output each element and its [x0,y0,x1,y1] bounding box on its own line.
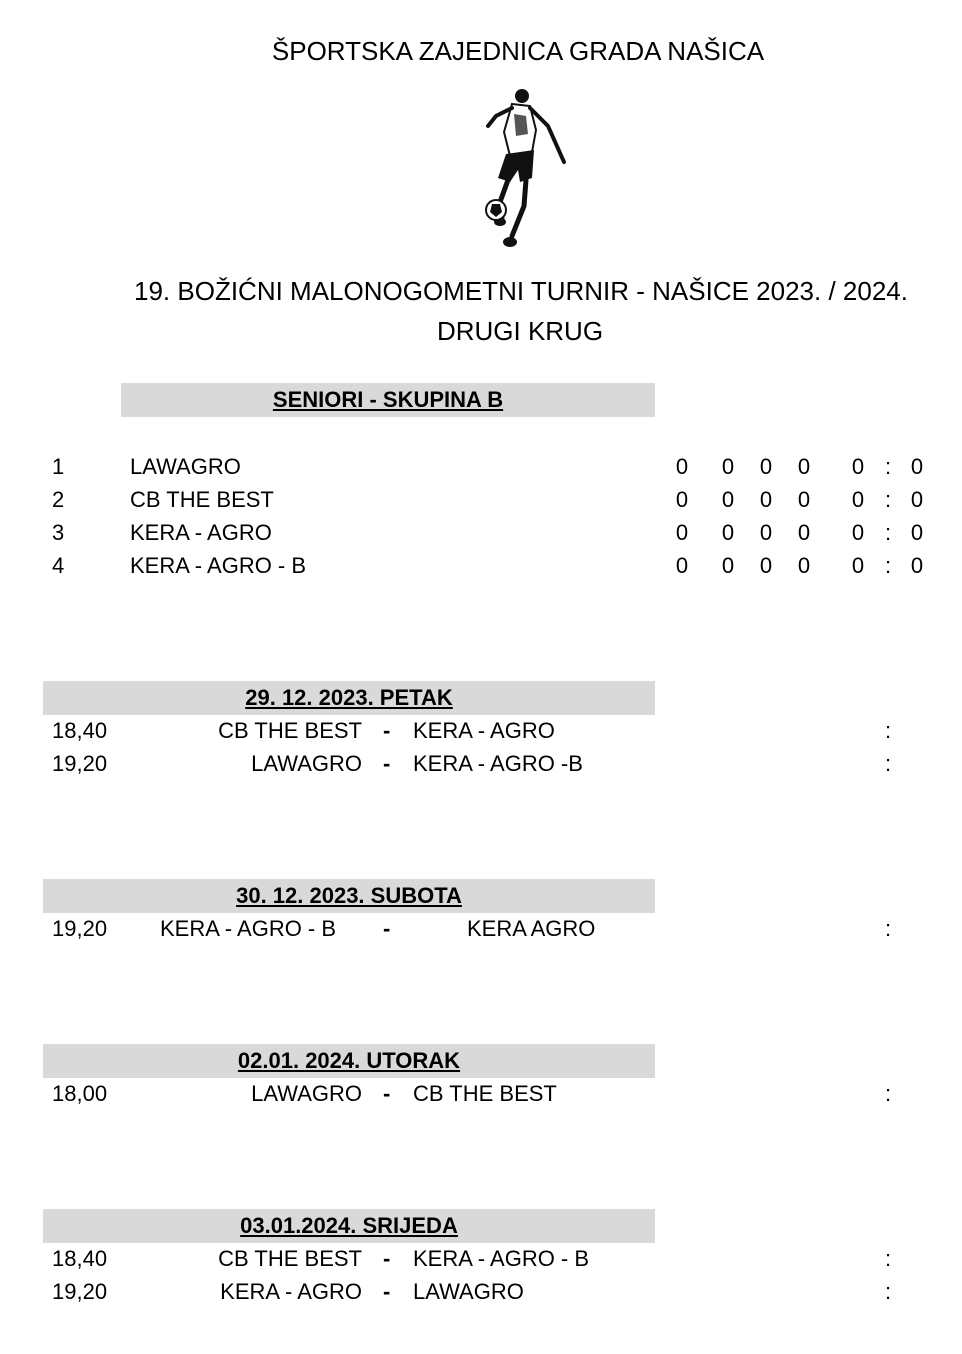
away-team: CB THE BEST [413,1081,557,1106]
match-time: 19,20 [52,751,108,776]
match-score: : [885,751,892,776]
group-header-bar [121,383,655,417]
goals-against: 0 [910,454,924,479]
home-team: CB THE BEST [218,1246,362,1271]
goals-for: 0 [851,553,865,578]
drawn: 0 [759,454,773,479]
away-team: KERA - AGRO -B [413,751,583,776]
goals-against: 0 [910,487,924,512]
home-team: LAWAGRO [251,751,362,776]
played: 0 [675,454,689,479]
played: 0 [675,487,689,512]
standings-row [0,520,962,550]
match-row [0,1246,962,1276]
match-row [0,1279,962,1309]
rank: 3 [52,520,65,545]
day-header-bar [43,1044,655,1078]
football-player-kicking-ball-icon [478,86,574,250]
won: 0 [721,520,735,545]
match-row [0,718,962,748]
lost: 0 [797,520,811,545]
home-team: LAWAGRO [251,1081,362,1106]
drawn: 0 [759,520,773,545]
match-dash: - [383,916,391,941]
goals-for: 0 [851,520,865,545]
goals-for: 0 [851,454,865,479]
lost: 0 [797,487,811,512]
group-title: SENIORI - SKUPINA B [272,387,504,412]
match-time: 18,40 [52,1246,108,1271]
day-header-bar [43,1209,655,1243]
match-dash: - [383,1279,391,1304]
home-team: KERA - AGRO [220,1279,362,1304]
match-time: 19,20 [52,916,108,941]
tournament-title: 19. BOŽIĆNI MALONOGOMETNI TURNIR - NAŠICE 2023. / 2024. [134,276,908,306]
drawn: 0 [759,553,773,578]
team-name: CB THE BEST [130,487,274,512]
lost: 0 [797,454,811,479]
away-team: KERA AGRO [467,916,596,941]
day-date: 29. 12. 2023. PETAK [245,685,453,710]
home-team: KERA - AGRO - B [160,916,337,941]
goals-separator: : [884,520,892,545]
match-time: 18,40 [52,718,108,743]
standings-row [0,553,962,583]
day-date: 03.01.2024. SRIJEDA [240,1213,458,1238]
match-score: : [885,1081,892,1106]
goals-separator: : [884,487,892,512]
match-score: : [885,718,892,743]
lost: 0 [797,553,811,578]
team-name: KERA - AGRO [130,520,272,545]
won: 0 [721,553,735,578]
away-team: KERA - AGRO [413,718,555,743]
won: 0 [721,487,735,512]
goals-separator: : [884,553,892,578]
standings-row [0,487,962,517]
team-name: KERA - AGRO - B [130,553,307,578]
round-title: DRUGI KRUG [436,316,604,346]
played: 0 [675,553,689,578]
team-name: LAWAGRO [130,454,241,479]
match-dash: - [383,1246,391,1271]
match-dash: - [383,1081,391,1106]
organization-title: ŠPORTSKA ZAJEDNICA GRADA NAŠICA [271,36,765,66]
rank: 1 [52,454,65,479]
away-team: LAWAGRO [413,1279,524,1304]
rank: 2 [52,487,65,512]
standings-row [0,454,962,484]
match-time: 18,00 [52,1081,108,1106]
drawn: 0 [759,487,773,512]
day-header-bar [43,879,655,913]
match-row [0,1081,962,1111]
match-dash: - [383,718,391,743]
goals-separator: : [884,454,892,479]
goals-against: 0 [910,520,924,545]
goals-against: 0 [910,553,924,578]
rank: 4 [52,553,65,578]
match-time: 19,20 [52,1279,108,1304]
home-team: CB THE BEST [218,718,362,743]
match-score: : [885,1246,892,1271]
day-date: 30. 12. 2023. SUBOTA [236,883,462,908]
match-row [0,751,962,781]
match-dash: - [383,751,391,776]
match-score: : [885,1279,892,1304]
day-header-bar [43,681,655,715]
goals-for: 0 [851,487,865,512]
won: 0 [721,454,735,479]
day-date: 02.01. 2024. UTORAK [237,1048,461,1073]
match-row [0,916,962,946]
match-score: : [885,916,892,941]
played: 0 [675,520,689,545]
away-team: KERA - AGRO - B [413,1246,590,1271]
